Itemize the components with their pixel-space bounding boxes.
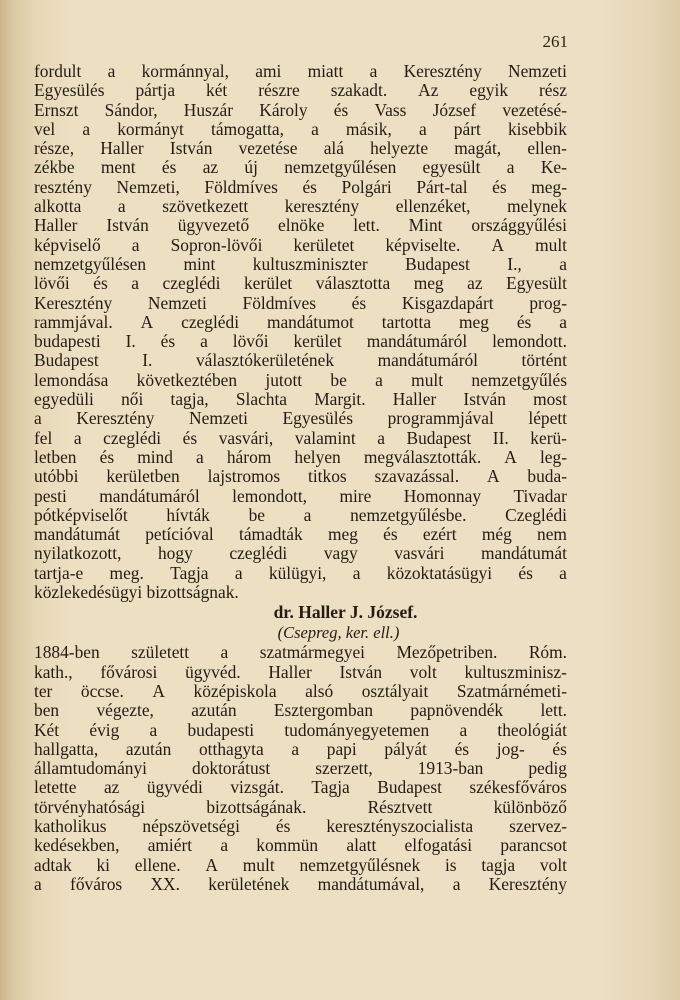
text-line: ter öccse. A középiskola alsó osztályait Szatmárnémeti- <box>34 680 567 701</box>
text-line: a főváros XX. kerületének mandátumával, a Keresztény <box>34 873 567 894</box>
text-line: budapesti I. és a lövői kerület mandátumáról lemondott. <box>34 331 567 352</box>
text-line: lemondása következtében jutott be a mult nemzetgyűlés <box>34 369 567 390</box>
text-line: mandátumát petícióval támadták meg és ezért még nem <box>34 524 567 545</box>
text-line: zékbe ment és az új nemzetgyűlésen egyesült a Ke- <box>34 157 567 178</box>
page-body <box>34 62 567 894</box>
text-line: tartja-e meg. Tagja a külügyi, a közoktatásügyi és a <box>34 562 567 583</box>
text-line: letben és mind a három helyen megválasztották. A leg- <box>34 446 567 467</box>
text-line: vel a kormányt támogatta, a másik, a párt kisebbik <box>34 118 567 139</box>
text-line: fel a czeglédi és vasvári, valamint a Budapest II. kerü- <box>34 427 567 448</box>
section-title: dr. Haller J. József. <box>273 602 418 623</box>
text-line: utóbbi kerületben lajstromos titkos szavazással. A buda- <box>34 466 567 487</box>
text-line: a Keresztény Nemzeti Egyesülés programmjával lépett <box>34 408 567 429</box>
text-line: fordult a kormánnyal, ami miatt a Keresztény Nemzeti <box>34 61 567 81</box>
section-subtitle: (Csepreg, ker. ell.) <box>277 623 400 643</box>
text-line: letette az ügyvédi vizsgát. Tagja Budapest székesfőváros <box>34 777 567 798</box>
text-line: államtudományi doktorátust szerzett, 1913-ban pedig <box>34 758 567 779</box>
text-line: hallgatta, azután otthagyta a papi pályát és jog- és <box>34 738 567 759</box>
paragraph-haller-istvan-continued <box>34 62 567 602</box>
text-line: nemzetgyűlésen mint kultuszminiszter Budapest I., a <box>34 253 567 274</box>
text-line: resztény Nemzeti, Földmíves és Polgári Párt-tal és meg- <box>34 176 567 197</box>
paragraph-haller-jozsef <box>34 643 567 894</box>
text-line: ben végezte, azután Esztergomban papnövendék lett. <box>34 700 567 721</box>
text-line: Budapest I. választókerületének mandátumáról történt <box>34 350 567 371</box>
text-line: alkotta a szövetkezett keresztény ellenzéket, melynek <box>34 196 567 217</box>
text-line: képviselő a Sopron-lövői kerületet képviselte. A mult <box>34 234 567 255</box>
text-line: katholikus népszövetségi és keresztényszocialista szervez- <box>34 815 567 836</box>
text-line: pesti mandátumáról lemondott, mire Homonnay Tivadar <box>34 485 567 506</box>
text-line: kath., fővárosi ügyvéd. Haller István volt kultuszminisz- <box>34 661 567 682</box>
text-line: lövői és a czeglédi kerület választotta meg az Egyesült <box>34 273 567 294</box>
text-line: közlekedésügyi bizottságnak. <box>34 582 239 603</box>
text-line: egyedüli női tagja, Slachta Margit. Haller István most <box>34 389 567 410</box>
text-line: Két évig a budapesti tudományegyetemen a theológiát <box>34 719 567 740</box>
text-line: törvényhatósági bizottságának. Résztvett különböző <box>34 796 567 817</box>
text-line: adtak ki ellene. A mult nemzetgyűlésnek is tagja volt <box>34 854 567 875</box>
page-number: 261 <box>542 32 568 51</box>
text-line: Ernszt Sándor, Huszár Károly és Vass József vezetésé- <box>34 99 567 120</box>
text-line: 1884-ben született a szatmármegyei Mezőpetriben. Róm. <box>34 642 567 663</box>
text-line: Keresztény Nemzeti Földmíves és Kisgazdapárt prog- <box>34 292 567 313</box>
text-line: része, Haller István vezetése alá helyezte magát, ellen- <box>34 138 567 159</box>
text-line: Haller István ügyvezető elnöke lett. Mint országgyűlési <box>34 215 567 236</box>
text-line: rammjával. A czeglédi mandátumot tartotta meg és a <box>34 311 567 332</box>
text-line: Egyesülés pártja két részre szakadt. Az egyik rész <box>34 80 567 101</box>
text-line: nyilatkozott, hogy czeglédi vagy vasvári mandátumát <box>34 543 567 564</box>
text-line: pótképviselőt hívták be a nemzetgyűlésbe. Czeglédi <box>34 504 567 525</box>
text-line: kedésekben, amiért a kommün alatt elfogatási parancsot <box>34 835 567 856</box>
